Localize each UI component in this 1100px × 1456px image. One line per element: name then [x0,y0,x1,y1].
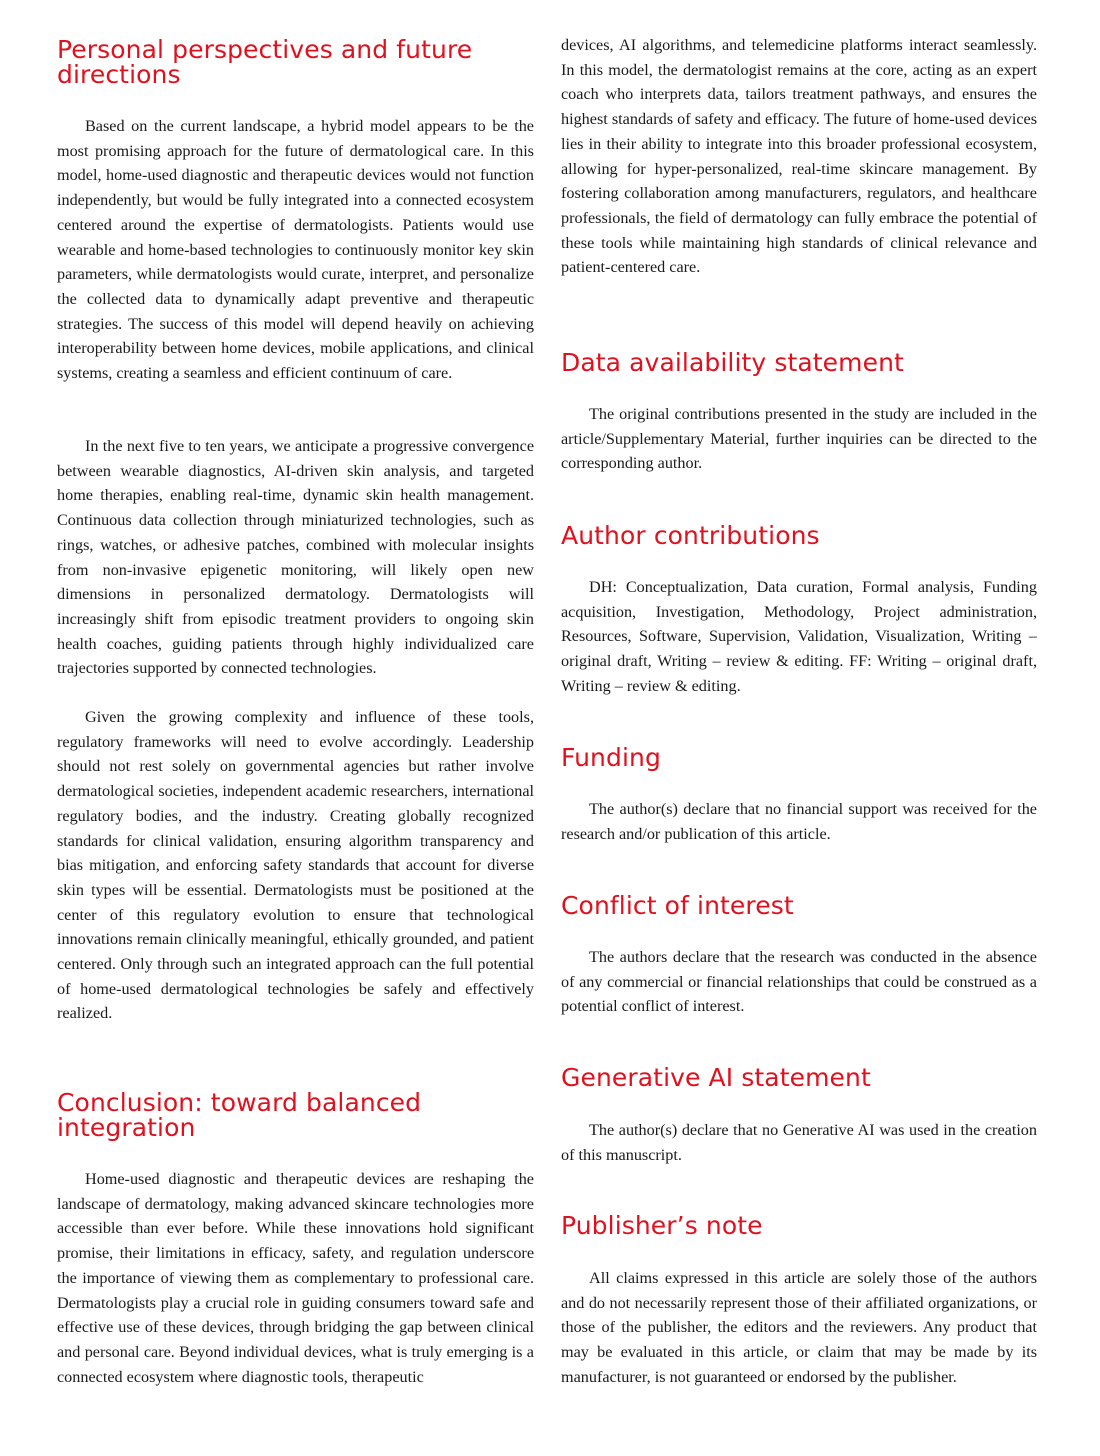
section-heading: Data availability statement [561,348,904,377]
section-heading: Conflict of interest [561,891,794,920]
paragraph: In the next five to ten years, we anticipate a progressive convergence between wearable diagnostics, AI-driven skin analysis, and targeted home therapies, enabling real-time, dynamic skin health management. Continuous data collection through miniaturized technologies, such as rings, watches, or adhesive patches, combined with molecular insights from non-invasive epigenetic monitoring, will likely open new dimensions in personalized dermatology. Dermatologists will increasingly shift from episodic treatment providers to ongoing skin health coaches, guiding patients through highly individualized care trajectories supported by connected technologies. [57,437,534,678]
paragraph: The author(s) declare that no Generative AI was used in the creation of this manuscript. [561,1121,1037,1164]
paragraph: The original contributions presented in the study are included in the article/Supplementary Material, further inquiries can be directed to the corresponding author. [561,405,1037,473]
section-heading: Conclusion: toward balanced integration [57,1088,422,1142]
paragraph: The authors declare that the research was conducted in the absence of any commercial or financial relationships that could be construed as a potential conflict of interest. [561,948,1037,1016]
paragraph: Home-used diagnostic and therapeutic devices are reshaping the landscape of dermatology, making advanced skincare technologies more accessible than ever before. While these innovations hold significant promise, their limitations in efficacy, safety, and regulation underscore the importance of viewing them as complementary to professional care. Dermatologists play a crucial role in guiding consumers toward safe and effective use of these devices, through bridging the gap between clinical and personal care. Beyond individual devices, what is truly emerging is a connected ecosystem where diagnostic tools, therapeutic [57,1170,534,1386]
paragraph: DH: Conceptualization, Data curation, Formal analysis, Funding acquisition, Investigation, Methodology, Project administration, Resources, Software, Supervision, Validation, Visualization, Writing – original draft, Writing – review & editing. FF: Writing – original draft, Writing – review & editing. [561,578,1037,695]
section-heading: Personal perspectives and future directions [57,35,473,89]
section-heading: Funding [561,743,661,772]
paragraph: Based on the current landscape, a hybrid model appears to be the most promising approach for the future of dermatological care. In this model, home-used diagnostic and therapeutic devices would not function independently, but would be fully integrated into a connected ecosystem centered around the expertise of dermatologists. Patients would use wearable and home-based technologies to continuously monitor key skin parameters, while dermatologists would curate, interpret, and personalize the collected data to dynamically adapt preventive and therapeutic strategies. The success of this model will depend heavily on achieving interoperability between home devices, mobile applications, and clinical systems, creating a seamless and efficient continuum of care. [57,117,534,383]
section-heading: Author contributions [561,521,820,550]
section-heading: Publisher’s note [561,1211,763,1240]
paragraph: Given the growing complexity and influence of these tools, regulatory frameworks will need to evolve accordingly. Leadership should not rest solely on governmental agencies but rather involve dermatological societies, independent academic researchers, international regulatory bodies, and the industry. Creating globally recognized standards for clinical validation, ensuring algorithm transparency and bias mitigation, and enforcing safety standards that account for diverse skin types will be essential. Dermatologists must be positioned at the center of this regulatory evolution to ensure that technological innovations remain clinically meaningful, ethically grounded, and patient centered. Only through such an integrated approach can the full potential of home-used dermatological technologies be safely and effectively realized. [57,708,534,1023]
paragraph: The author(s) declare that no financial support was received for the research and/or publication of this article. [561,800,1037,843]
paragraph: All claims expressed in this article are solely those of the authors and do not necessarily represent those of their affiliated organizations, or those of the publisher, the editors and the reviewers. Any product that may be evaluated in this article, or claim that may be made by its manufacturer, is not guaranteed or endorsed by the publisher. [561,1269,1037,1386]
section-heading: Generative AI statement [561,1063,871,1092]
paragraph-continuation: devices, AI algorithms, and telemedicine platforms interact seamlessly. In this model, the dermatologist remains at the core, acting as an expert coach who interprets data, tailors treatment pathways, and ensures the highest standards of safety and efficacy. The future of home-used devices lies in their ability to integrate into this broader professional ecosystem, allowing for hyper-personalized, real-time skincare management. By fostering collaboration among manufacturers, regulators, and healthcare professionals, the field of dermatology can fully embrace the potential of these tools while maintaining high standards of clinical relevance and patient-centered care. [561,36,1037,277]
